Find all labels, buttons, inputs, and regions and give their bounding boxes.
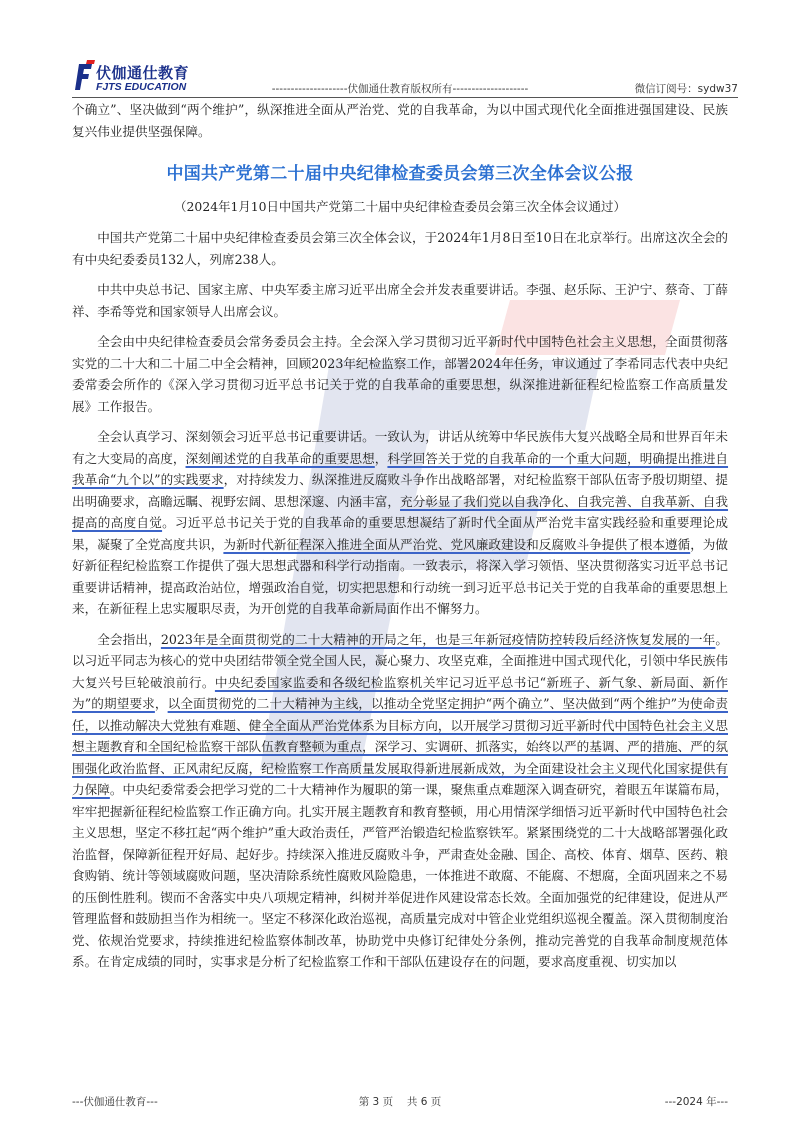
text-run: ，为做好新征程纪检监察工作提供了强大思想武器和科学行动指南。一致表示，将深入学习领悟、坚决贯彻落实习近平总书记重要讲话精神，提高政治站位，增强政治自觉，切实把思想和行动统一到习近平总书记关于党的自我革命的重要思想上来，在新征程上忠实履职尽责，为开创党的自我革命新局面作出不懈努力。 [72, 536, 729, 616]
header-divider [72, 97, 738, 98]
underlined-text: 为新时代新征程深入推进全面从严治党、党风廉政建设和反腐败斗争提供了根本遵循 [223, 536, 691, 552]
paragraph-work-review [72, 629, 728, 973]
paragraph-meeting-host: 全会由中央纪律检查委员会常务委员会主持。全会深入学习贯彻习近平新时代中国特色社会主义思想，全面贯彻落实党的二十大和二十届二中全会精神，回顾2023年纪检监察工作，部署2024年任务，审议通过了李希同志代表中央纪委常委会所作的《深入学习贯彻习近平总书记关于党的自我革命的重要思想，纵深推进新征程纪检监察工作高质量发展》工作报告。 [72, 334, 729, 414]
continuation-paragraph: 个确立”、坚决做到“两个维护”，纵深推进全面从严治党、党的自我革命，为以中国式现代化全面推进强国建设、民族复兴伟业提供坚强保障。 [72, 102, 728, 139]
underlined-text: 中央纪委国家监委和各级纪检监察机关牢记习近平总书记“新班子、新气象、新局面、新作为”的期望要求 [72, 674, 728, 711]
text-run: 。习近平总书记关于党的自我革命的重要思想凝结了新时代全面从严治党丰富实践经验和重要理论成果，凝聚了全党高度共识， [72, 515, 729, 552]
paragraph-attendees: 中共中央总书记、国家主席、中央军委主席习近平出席全会并发表重要讲话。李强、赵乐际、王沪宁、蔡奇、丁薛祥、李希等党和国家领导人出席会议。 [72, 282, 728, 319]
underlined-text: 深刻阐述党的自我革命的重要思想 [185, 450, 375, 466]
underlined-text: 以全面贯彻党的二十大精神为主线，以推动全党坚定拥护“两个确立”、坚决做到“两个维护”为使命责任，以推动解决大党独有难题、健全全面从严治党体系为目标方向，以开展学习贯彻习近平新时代中国特色社会主义思想主题教育和全国纪检监察干部队伍教育整顿为重点，深学习、实调研、抓落实，始终以严的基调、严的措施、严的氛围强化政治监督、正风肃纪反腐，纪检监察工作高质量发展取得新进展新成效，为全面建设社会主义现代化国家提供有力保障 [72, 696, 728, 797]
text-run: ， [374, 450, 388, 466]
footer-year: ---2024 年--- [664, 1096, 728, 1108]
document-subtitle: （2024年1月10日中国共产党第二十届中央纪律检查委员会第三次全体会议通过） [174, 198, 626, 214]
text-run: ，对持续发力、纵深推进反腐败斗争作出战略部署，对纪检监察干部队伍寄予殷切期望、提出明确要求，高瞻远瞩、视野宏阔、思想深邃、内涵丰富， [72, 472, 728, 509]
text-run: ， [154, 696, 168, 711]
paragraph-speech-study [72, 426, 728, 620]
underlined-text: 科学回答关于党的自我革命的一个重大问题，明确提出推进自我革命“九个以”的实践要求 [72, 450, 729, 487]
text-run: 全会认真学习、深刻领会习近平总书记重要讲话。一致认为，讲话从统筹中华民族伟大复兴战略全局和世界百年未有之大变局的高度， [72, 429, 728, 466]
logo-chinese-name: 伏伽通仕教育 [96, 64, 190, 82]
page-content [72, 99, 728, 982]
document-title: 中国共产党第二十届中央纪律检查委员会第三次全体会议公报 [166, 164, 634, 184]
text-run: 。中央纪委常委会把学习党的二十大精神作为履职的第一课，聚焦重点难题深入调查研究，着眼五年谋篇布局，牢牢把握新征程纪检监察工作正确方向。扎实开展主题教育和教育整顿，用心用情深学细悟习近平新时代中国特色社会主义思想，坚定不移扛起“两个维护”重大政治责任，严管严治锻造纪检监察铁军。紧紧围绕党的二十大战略部署强化政治监督，保障新征程开好局、起好步。持续深入推进反腐败斗争，严肃查处金融、国企、高校、体育、烟草、医药、粮食购销、统计等领域腐败问题，坚决清除系统性腐败风险隐患，一体推进不敢腐、不能腐、不想腐，全面巩固来之不易的压倒性胜利。锲而不舍落实中央八项规定精神，纠树并举促进作风建设常态长效。全面加强党的纪律建设，促进从严管理监督和鼓励担当作为相统一。坚定不移深化政治巡视，高质量完成对中管企业党组织巡视全覆盖。深入贯彻制度治党、依规治党要求，持续推进纪检监察体制改革，协助党中央修订纪律处分条例，推动完善党的自我革命制度规范体系。在肯定成绩的同时，实事求是分析了纪检监察工作和干部队伍建设存在的问题，要求高度重视、切实加以 [72, 782, 729, 969]
page-header [0, 0, 800, 95]
underlined-text: 2023年是全面贯彻党的二十大精神的开局之年，也是三年新冠疫情防控转段后经济恢复发展的一年 [160, 631, 716, 647]
copyright-notice: --------------------伏伽通仕教育版权所有-------------------- [271, 83, 529, 95]
text-run: 。以习近平同志为核心的党中央团结带领全党全国人民，凝心聚力、攻坚克难，全面推进中国式现代化，引领中华民族伟大复兴号巨轮破浪前行。 [72, 631, 728, 690]
text-run: 全会指出， [97, 631, 161, 647]
paragraph-meeting-info: 中国共产党第二十届中央纪律检查委员会第三次全体会议，于2024年1月8日至10日在北京举行。出席这次全会的有中央纪委委员132人，列席238人。 [72, 230, 729, 267]
page-number: 第 3 页 共 6 页 [358, 1096, 442, 1108]
wechat-account: 微信订阅号：sydw37 [634, 83, 738, 95]
logo-english-name: FJTS EDUCATION [96, 81, 187, 93]
footer-brand: ---伏伽通仕教育--- [72, 1096, 158, 1108]
underlined-text: 充分彰显了我们党以自我净化、自我完善、自我革新、自我提高的高度自觉 [72, 493, 729, 530]
